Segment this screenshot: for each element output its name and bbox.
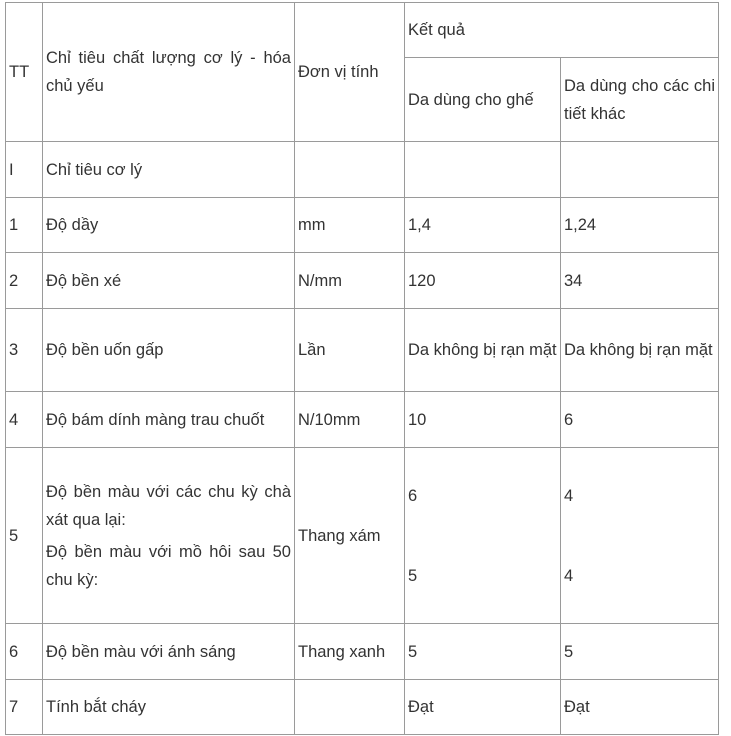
cell-tt: 6 [6, 624, 43, 680]
other-value-sweat: 4 [564, 566, 574, 585]
cell-unit: Lần [295, 309, 405, 392]
cell-chair: 5 [405, 624, 561, 680]
cell-chair [405, 448, 561, 624]
quality-table [5, 2, 719, 735]
chair-value-rub: 6 [408, 486, 418, 505]
cell-unit: Thang xám [295, 448, 405, 624]
table-row [6, 680, 719, 735]
cell-tt: 3 [6, 309, 43, 392]
cell-other: 6 [561, 392, 719, 448]
other-value-rub: 4 [564, 486, 574, 505]
criteria-rub: Độ bền màu với các chu kỳ chà xát qua lại: [46, 482, 291, 529]
header-criteria: Chỉ tiêu chất lượng cơ lý - hóa chủ yếu [43, 3, 295, 142]
cell-chair: Đạt [405, 680, 561, 735]
cell-other [561, 448, 719, 624]
cell-chair: 1,4 [405, 198, 561, 253]
cell-tt: 5 [6, 448, 43, 624]
header-row [6, 3, 719, 58]
header-unit: Đơn vị tính [295, 3, 405, 142]
cell-other: 34 [561, 253, 719, 309]
cell-other: 5 [561, 624, 719, 680]
cell-criteria: Độ bền màu với ánh sáng [43, 624, 295, 680]
chair-value-sweat: 5 [408, 566, 418, 585]
header-tt: TT [6, 3, 43, 142]
cell-criteria: Độ dầy [43, 198, 295, 253]
table-row [6, 448, 719, 624]
cell-criteria: Độ bền uốn gấp [43, 309, 295, 392]
table-row [6, 624, 719, 680]
cell-tt: 2 [6, 253, 43, 309]
cell-tt: I [6, 142, 43, 198]
cell-unit: mm [295, 198, 405, 253]
cell-other: Da không bị rạn mặt [561, 309, 719, 392]
cell-chair: 10 [405, 392, 561, 448]
cell-tt: 7 [6, 680, 43, 735]
cell-criteria: Độ bám dính màng trau chuốt [43, 392, 295, 448]
table-row [6, 392, 719, 448]
cell-unit: Thang xanh [295, 624, 405, 680]
cell-criteria [43, 448, 295, 624]
header-result: Kết quả [405, 3, 719, 58]
criteria-sweat: Độ bền màu với mồ hôi sau 50 chu kỳ: [46, 542, 291, 589]
cell-chair: 120 [405, 253, 561, 309]
header-result-chair: Da dùng cho ghế [405, 58, 561, 142]
cell-chair [405, 142, 561, 198]
table-row [6, 198, 719, 253]
cell-criteria: Chỉ tiêu cơ lý [43, 142, 295, 198]
cell-unit: N/10mm [295, 392, 405, 448]
table-row [6, 142, 719, 198]
cell-other: 1,24 [561, 198, 719, 253]
cell-unit: N/mm [295, 253, 405, 309]
cell-other [561, 142, 719, 198]
cell-tt: 1 [6, 198, 43, 253]
header-result-other: Da dùng cho các chi tiết khác [561, 58, 719, 142]
cell-chair: Da không bị rạn mặt [405, 309, 561, 392]
cell-unit [295, 142, 405, 198]
table-row [6, 309, 719, 392]
cell-criteria: Độ bền xé [43, 253, 295, 309]
cell-other: Đạt [561, 680, 719, 735]
table-row [6, 253, 719, 309]
cell-unit [295, 680, 405, 735]
cell-criteria: Tính bắt cháy [43, 680, 295, 735]
cell-tt: 4 [6, 392, 43, 448]
